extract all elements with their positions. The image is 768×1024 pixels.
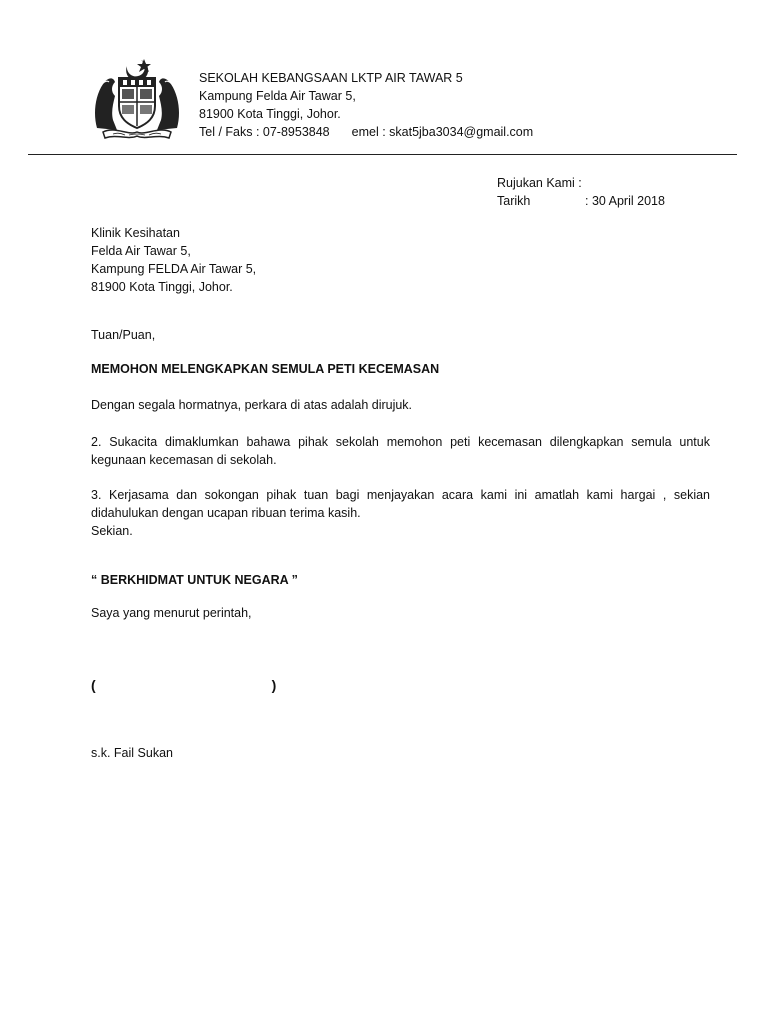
signature-line [91,677,276,693]
email: emel : skat5jba3034@gmail.com [351,125,534,139]
letter-subject: MEMOHON MELENGKAPKAN SEMULA PETI KECEMASAN [91,362,440,376]
address-line-2: 81900 Kota Tinggi, Johor. [199,107,341,121]
school-name: SEKOLAH KEBANGSAAN LKTP AIR TAWAR 5 [199,71,463,85]
tel-fax: Tel / Faks : 07-8953848 [199,125,330,139]
date-label: Tarikh [497,194,531,208]
address-line-1: Kampung Felda Air Tawar 5, [199,89,356,103]
paragraph-text: Sukacita dimaklumkan bahawa pihak sekolah memohon peti kecemasan dilengkapkan semula untuk kegunaan kecemasan di sekolah. [91,435,710,467]
coat-of-arms-icon [89,56,185,140]
header-divider [28,154,737,155]
paragraph-number: 2. [91,435,102,449]
salutation: Tuan/Puan, [91,328,156,342]
date-value: : 30 April 2018 [585,194,665,208]
carbon-copy: s.k. Fail Sukan [91,746,173,760]
sign-off: Saya yang menurut perintah, [91,606,252,620]
date-row [497,192,665,210]
motto: “ BERKHIDMAT UNTUK NEGARA ” [91,573,298,587]
paragraph-2 [91,433,710,469]
recipient-line: 81900 Kota Tinggi, Johor. [91,280,233,294]
recipient-line: Kampung FELDA Air Tawar 5, [91,262,257,276]
paragraph-number: 3. [91,488,102,502]
letterhead [199,69,533,141]
signature-open-bracket: ( [91,677,96,693]
recipient-line: Klinik Kesihatan [91,226,180,240]
reference-label: Rujukan Kami : [497,176,582,190]
contact-line [199,123,533,141]
paragraph-text: Kerjasama dan sokongan pihak tuan bagi menjayakan acara kami ini amatlah kami hargai , sekian didahulukan dengan ucapan ribuan terima kasih. [91,488,710,520]
reference-row [497,174,665,192]
recipient-address [91,224,256,296]
reference-block [497,174,665,210]
signature-close-bracket: ) [271,677,277,693]
paragraph-3 [91,486,710,540]
sekian-text: Sekian. [91,524,133,538]
recipient-line: Felda Air Tawar 5, [91,244,191,258]
intro-paragraph: Dengan segala hormatnya, perkara di atas adalah dirujuk. [91,398,413,412]
